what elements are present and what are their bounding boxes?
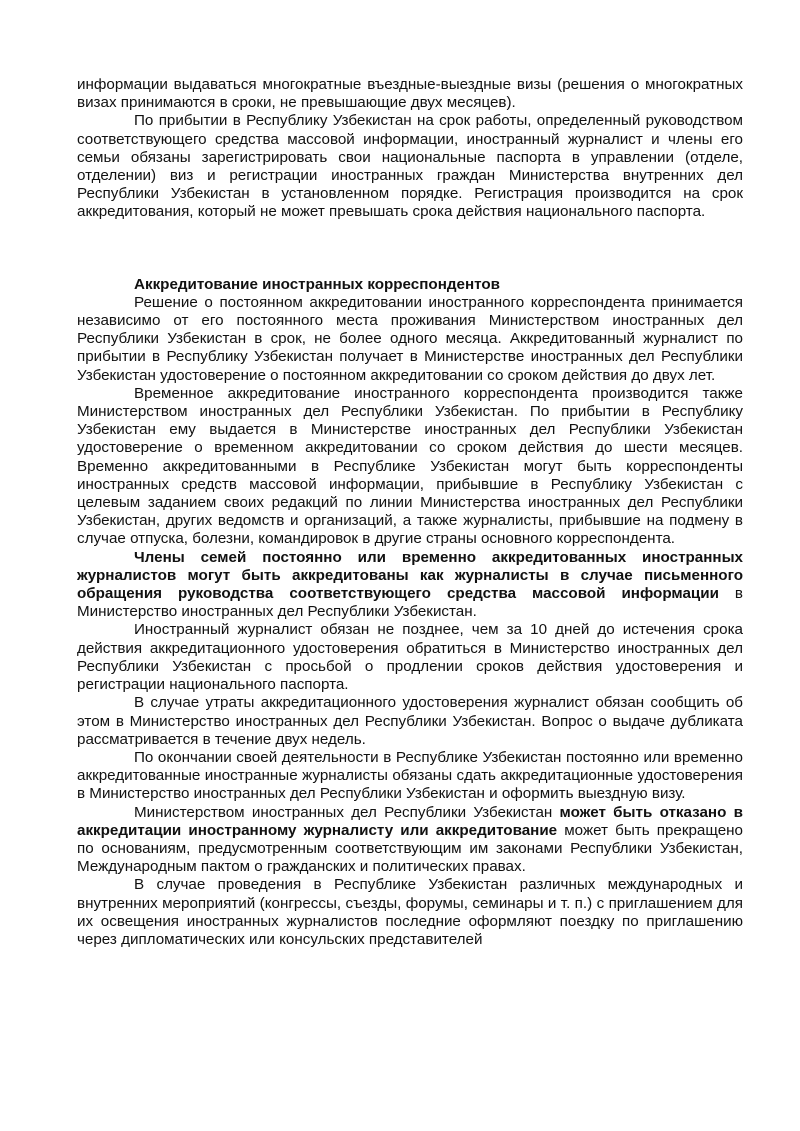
section-heading: Аккредитование иностранных корреспондентов: [134, 275, 500, 293]
section-gap: [77, 222, 743, 276]
paragraph-permanent-accreditation: Решение о постоянном аккредитовании иностранного корреспондента принимается независимо от его постоянного места проживания Министерством иностранных дел Республики Узбекистан в срок, не более одного месяца. Аккредитованный журналист по прибытии в Республику Узбекистан получает в Министерстве иностранных дел Республики Узбекистан удостоверение о постоянном аккредитовании со сроком действия до двух лет.: [77, 293, 743, 384]
paragraph-passport-registration: По прибытии в Республику Узбекистан на срок работы, определенный руководством соответствующего средства массовой информации, иностранный журналист и члены его семьи обязаны зарегистрировать свои национальные паспорта в управлении (отделе, отделении) виз и регистрации иностранных граждан Министерства внутренних дел Республики Узбекистан в установленном порядке. Регистрация производится на срок аккредитования, который не может превышать срока действия национального паспорта.: [77, 112, 743, 221]
text-family-members-rest: в Министерство иностранных дел Республики Узбекистан.: [77, 585, 743, 621]
paragraph-family-members: [77, 549, 743, 622]
text-refusal-rest: может быть прекращено по основаниям, предусмотренным соответствующим им законами Республики Узбекистан, Международным пактом о гражданских и политических правах.: [77, 821, 743, 876]
paragraph-refusal: [77, 804, 743, 877]
paragraph-extension: Иностранный журналист обязан не позднее, чем за 10 дней до истечения срока действия аккредитационного удостоверения обратиться в Министерство иностранных дел Республики Узбекистан с просьбой о продлении сроков действия удостоверения и регистрации национального паспорта.: [77, 621, 743, 694]
bold-text-family-members: Члены семей постоянно или временно аккредитованных иностранных журналистов могут быть аккредитованы как журналисты в случае письменного обращения руководства соответствующего средства массовой информации: [77, 548, 743, 603]
paragraph-events: В случае проведения в Республике Узбекистан различных международных и внутренних мероприятий (конгрессы, съезды, форумы, семинары и т. п.) с приглашением для их освещения иностранных журналистов последние оформляют поездку по приглашению через дипломатических или консульских представителей: [77, 876, 743, 948]
document-page: [77, 76, 743, 949]
paragraph-lost-certificate: В случае утраты аккредитационного удостоверения журналист обязан сообщить об этом в Министерство иностранных дел Республики Узбекистан. Вопрос о выдаче дубликата рассматривается в течение двух недель.: [77, 694, 743, 748]
paragraph-visa-decision: информации выдаваться многократные въездные-выездные визы (решения о многократных визах принимаются в сроки, не превышающие двух месяцев).: [77, 76, 743, 112]
paragraph-temporary-accreditation: Временное аккредитование иностранного корреспондента производится также Министерством иностранных дел Республики Узбекистан. По прибытии в Республику Узбекистан ему выдается в Министерстве иностранных дел Республики Узбекистан удостоверение о временном аккредитовании со сроком действия до шести месяцев. Временно аккредитованными в Республике Узбекистан могут быть корреспонденты иностранных средств массовой информации, прибывшие в Республику Узбекистан с целевым заданием своих редакций по линии Министерства иностранных дел Республики Узбекистан, других ведомств и организаций, а также журналисты, прибывшие на подмену в случае отпуска, болезни, командировок в другие страны основного корреспондента.: [77, 384, 743, 548]
text-refusal-start: Министерством иностранных дел Республики Узбекистан: [134, 803, 560, 821]
bold-text-refusal: может быть отказано в аккредитации иностранному журналисту или аккредитование: [77, 803, 743, 839]
paragraph-end-of-activity: По окончании своей деятельности в Республике Узбекистан постоянно или временно аккредитованные иностранные журналисты обязаны сдать аккредитационные удостоверения в Министерство иностранных дел Республики Узбекистан и оформить выездную визу.: [77, 748, 743, 803]
